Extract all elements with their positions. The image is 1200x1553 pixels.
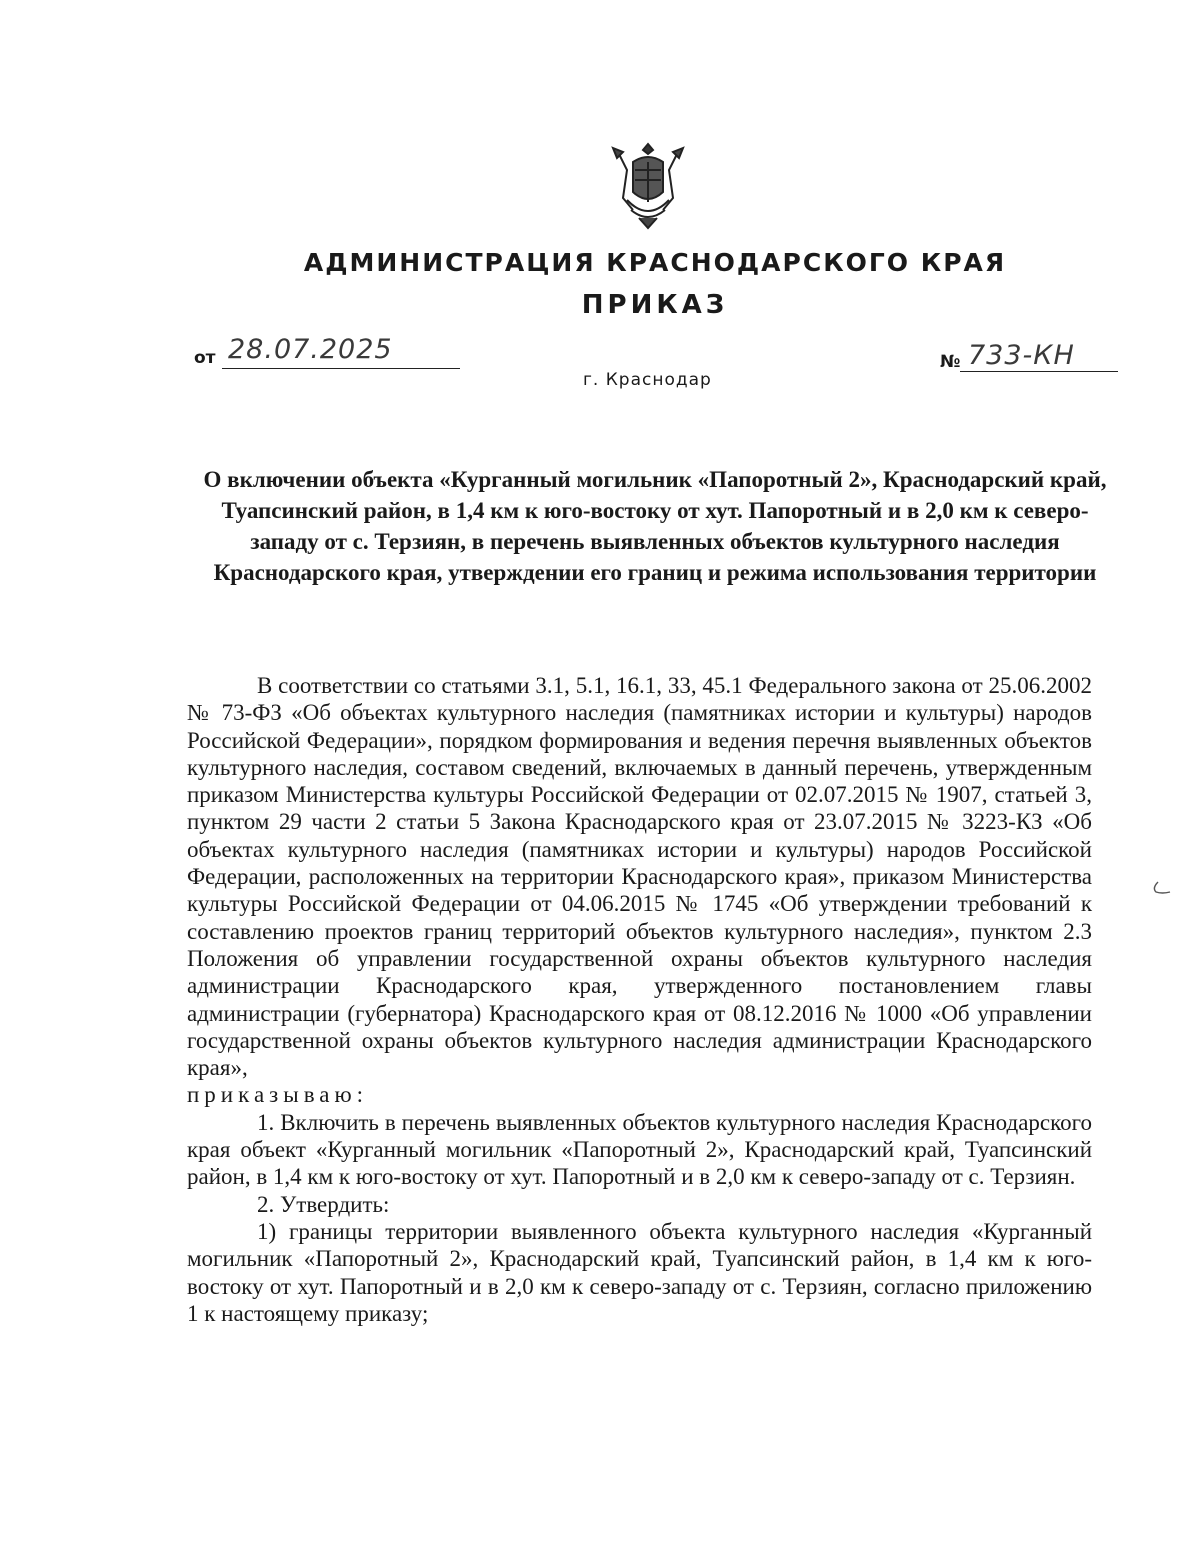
date-label: от <box>194 348 216 368</box>
order-title: О включении объекта «Курганный могильник «Папоротный 2», Краснодарский край, Туапсинский район, в 1,4 км к юго-востоку от хут. Папоротный и в 2,0 км к северо-западу от с. Терзиян, в перечень выявленных объектов культурного наследия Краснодарского края, утверждении его границ и режима использования территории <box>203 467 1107 585</box>
item-2-1-paragraph: 1) границы территории выявленного объекта культурного наследия «Курганный могильник «Папоротный 2», Краснодарский край, Туапсинский район, в 1,4 км к юго-востоку от хут. Папоротный и в 2,0 км к северо-западу от с. Терзиян, согласно приложению 1 к настоящему приказу; <box>187 1218 1092 1326</box>
number-handwritten: 733-КН <box>968 340 1075 371</box>
date-underline <box>222 368 460 369</box>
item-1-paragraph: 1. Включить в перечень выявленных объектов культурного наследия Краснодарского края объект «Курганный могильник «Папоротный 2», Краснодарский край, Туапсинский район, в 1,4 км к юго-востоку от хут. Папоротный и в 2,0 км к северо-западу от с. Терзиян. <box>187 1109 1092 1190</box>
city-label: г. Краснодар <box>583 370 712 390</box>
coat-of-arms-emblem <box>605 140 691 232</box>
number-underline <box>960 371 1118 372</box>
item-2-paragraph: 2. Утвердить: <box>257 1191 390 1217</box>
number-label: № <box>940 352 961 372</box>
preamble-paragraph: В соответствии со статьями 3.1, 5.1, 16.1, 33, 45.1 Федерального закона от 25.06.2002 № 73-ФЗ «Об объектах культурного наследия (памятниках истории и культуры) народов Российской Федерации», порядком формирования и ведения перечня выявленных объектов культурного наследия, составом сведений, включаемых в данный перечень, утвержденным приказом Министерства культуры Российской Федерации от 02.07.2015 № 1907, статьей 3, пунктом 29 части 2 статьи 5 Закона Краснодарского края от 23.07.2015 № 3223-КЗ «Об объектах культурного наследия (памятниках истории и культуры) народов Российской Федерации, расположенных на территории Краснодарского края», приказом Министерства культуры Российской Федерации от 04.06.2015 № 1745 «Об утверждении требований к составлению проектов границ территорий объектов культурного наследия», пунктом 2.3 Положения об управлении государственной охраны объектов культурного наследия администрации Краснодарского края, утвержденного постановлением главы администрации (губернатора) Краснодарского края от 08.12.2016 № 1000 «Об управлении государственной охраны объектов культурного наследия администрации Краснодарского края», <box>187 673 1092 1081</box>
margin-pen-mark <box>1150 880 1172 896</box>
document-type: ПРИКАЗ <box>581 290 729 320</box>
organization-name: АДМИНИСТРАЦИЯ КРАСНОДАРСКОГО КРАЯ <box>303 248 1007 277</box>
order-word: приказываю: <box>187 1082 369 1108</box>
date-handwritten: 28.07.2025 <box>228 334 393 365</box>
order-body <box>187 672 1092 1327</box>
